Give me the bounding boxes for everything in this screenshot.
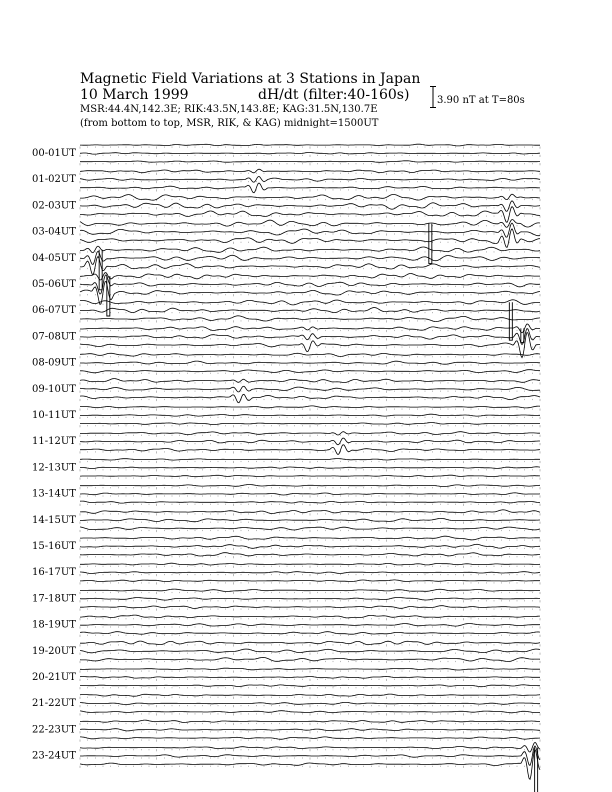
hour-label: 15-16UT [32,541,76,552]
minute-ticks [80,338,540,340]
minute-ticks [80,207,540,209]
hour-label: 21-22UT [32,698,76,710]
station-trace [80,394,540,402]
hour-row [32,485,540,506]
hour-row [32,563,540,584]
station-trace [80,668,540,670]
minute-ticks [80,757,540,759]
minute-ticks [80,189,540,191]
station-trace [80,379,540,383]
minute-ticks [80,723,540,725]
minute-ticks [80,626,540,628]
spike-mark [107,276,110,316]
minute-ticks [80,644,540,646]
minute-ticks [80,653,540,655]
station-trace [80,501,540,503]
station-trace [80,677,540,679]
minute-ticks [80,522,540,524]
hour-label: 14-15UT [32,514,76,526]
minute-ticks [80,766,540,768]
chart-date: 10 March 1999 [80,87,189,103]
hour-label: 13-14UT [32,488,76,500]
spike-mark [521,328,524,342]
minute-ticks [80,409,540,411]
hour-label: 02-03UT [32,200,76,212]
station-trace [80,353,540,356]
minute-ticks [80,451,540,453]
minute-ticks [80,749,540,751]
minute-ticks [80,382,540,384]
minute-ticks [80,294,540,296]
minute-ticks [80,582,540,584]
hour-row [32,273,540,305]
minute-ticks [80,609,540,611]
station-trace [80,589,540,591]
minute-ticks [80,556,540,558]
minute-ticks [80,417,540,419]
minute-ticks [80,513,540,515]
station-trace [80,169,540,173]
hour-label: 07-08UT [32,331,76,343]
station-trace [80,467,540,469]
station-trace [80,282,540,305]
station-trace [80,153,540,155]
spike-mark [429,224,432,264]
minute-ticks [80,592,540,594]
minute-ticks [80,356,540,358]
minute-ticks [80,163,540,165]
station-coordinates: MSR:44.4N,142.3E; RIK:43.5N,143.8E; KAG:31.5N,130.7E [80,104,378,115]
chart-title: Magnetic Field Variations at 3 Stations in Japan [80,71,421,87]
station-trace [80,475,540,477]
hour-label: 04-05UT [32,252,76,264]
hour-label: 19-20UT [32,645,76,657]
hour-label: 20-21UT [32,672,76,683]
station-trace [80,694,540,696]
hour-label: 22-23UT [32,724,76,736]
hour-label: 16-17UT [32,567,76,579]
hour-label: 11-12UT [32,436,76,448]
minute-ticks [80,147,540,149]
station-trace [80,493,540,495]
hour-label: 10-11UT [32,410,76,421]
minute-ticks [80,697,540,699]
minute-ticks [80,618,540,620]
hour-row [32,668,540,689]
station-trace [80,406,540,408]
minute-ticks [80,435,540,437]
hour-row [32,694,540,715]
minute-ticks [80,504,540,506]
minute-ticks [80,233,540,235]
minute-ticks [80,173,540,175]
hour-label: 09-10UT [32,383,76,395]
station-trace [80,711,540,713]
station-trace [80,536,540,540]
hour-row [32,641,540,663]
station-trace [80,370,540,373]
minute-ticks [80,425,540,427]
minute-ticks [80,286,540,288]
station-trace [80,459,540,461]
station-trace [80,750,540,780]
hour-row [32,353,540,375]
hour-row [32,510,540,532]
hour-label: 08-09UT [32,357,76,369]
minute-ticks [80,181,540,183]
minute-ticks [80,330,540,332]
minute-ticks [80,443,540,445]
hour-row [32,169,540,193]
minute-ticks [80,364,540,366]
hour-row [32,615,540,637]
hour-label: 17-18UT [32,593,76,605]
hour-label: 18-19UT [32,619,76,631]
minute-ticks [80,278,540,280]
hour-row [32,324,540,358]
station-trace [80,615,540,618]
station-trace [80,518,540,521]
station-trace [80,161,540,163]
minute-ticks [80,705,540,707]
hour-row [32,379,540,403]
hour-row [32,536,540,558]
station-trace [80,229,540,248]
station-trace [80,423,540,425]
minute-ticks [80,487,540,489]
minute-ticks [80,731,540,733]
station-trace [80,729,540,731]
station-trace [80,580,540,582]
station-trace [80,553,540,556]
minute-ticks [80,320,540,322]
hour-row [32,144,540,165]
minute-ticks [80,635,540,637]
station-trace [80,510,540,514]
minute-ticks [80,713,540,715]
scale-label: 3.90 nT at T=80s [437,95,525,106]
minute-ticks [80,495,540,497]
minute-ticks [80,548,540,550]
hour-row [32,246,540,274]
minute-ticks [80,566,540,568]
station-trace [80,563,540,565]
station-trace [80,361,540,364]
station-trace [80,527,540,530]
hour-row [32,194,540,222]
station-trace [80,597,540,600]
hour-row [32,459,540,480]
station-trace [80,746,540,765]
station-trace [80,685,540,687]
minute-ticks [80,242,540,244]
station-trace [80,572,540,574]
minute-ticks [80,268,540,270]
minute-ticks [80,461,540,463]
station-trace [80,485,540,487]
hour-label: 12-13UT [32,462,76,474]
station-trace [80,257,540,275]
station-trace [80,737,540,739]
hour-row [32,406,540,427]
minute-ticks [80,671,540,673]
minute-ticks [80,373,540,375]
station-trace [80,641,540,645]
hour-label: 06-07UT [32,305,76,317]
chart-note: (from bottom to top, MSR, RIK, & KAG) midnight=1500UT [80,118,379,129]
hour-row [32,742,540,779]
minute-ticks [80,260,540,262]
station-trace [80,432,540,435]
station-trace [80,624,540,627]
minute-ticks [80,312,540,314]
station-trace [80,720,540,722]
station-trace [80,606,540,609]
hour-label: 23-24UT [32,750,76,762]
minute-ticks [80,740,540,742]
minute-ticks [80,469,540,471]
station-trace [80,702,540,704]
minute-ticks [80,530,540,532]
hour-row [32,220,540,248]
station-trace [80,201,540,212]
minute-ticks [80,679,540,681]
station-trace [80,632,540,635]
station-trace [80,414,540,416]
minute-ticks [80,155,540,157]
minute-ticks [80,478,540,480]
spike-mark [509,302,512,340]
hour-label: 03-04UT [32,226,76,238]
minute-ticks [80,600,540,602]
station-trace [80,649,540,653]
minute-ticks [80,687,540,689]
chart-quantity: dH/dt (filter:40-160s) [258,87,410,103]
hour-label: 05-06UT [32,279,76,290]
hour-label: 01-02UT [32,174,76,186]
minute-ticks [80,574,540,576]
minute-ticks [80,399,540,401]
hour-row [32,589,540,611]
minute-ticks [80,391,540,393]
hour-row [32,720,540,742]
hour-row [32,300,540,323]
station-trace [80,144,540,146]
hour-row [32,432,540,455]
station-trace [80,544,540,548]
hour-label: 00-01UT [32,148,76,159]
station-trace [80,308,540,313]
